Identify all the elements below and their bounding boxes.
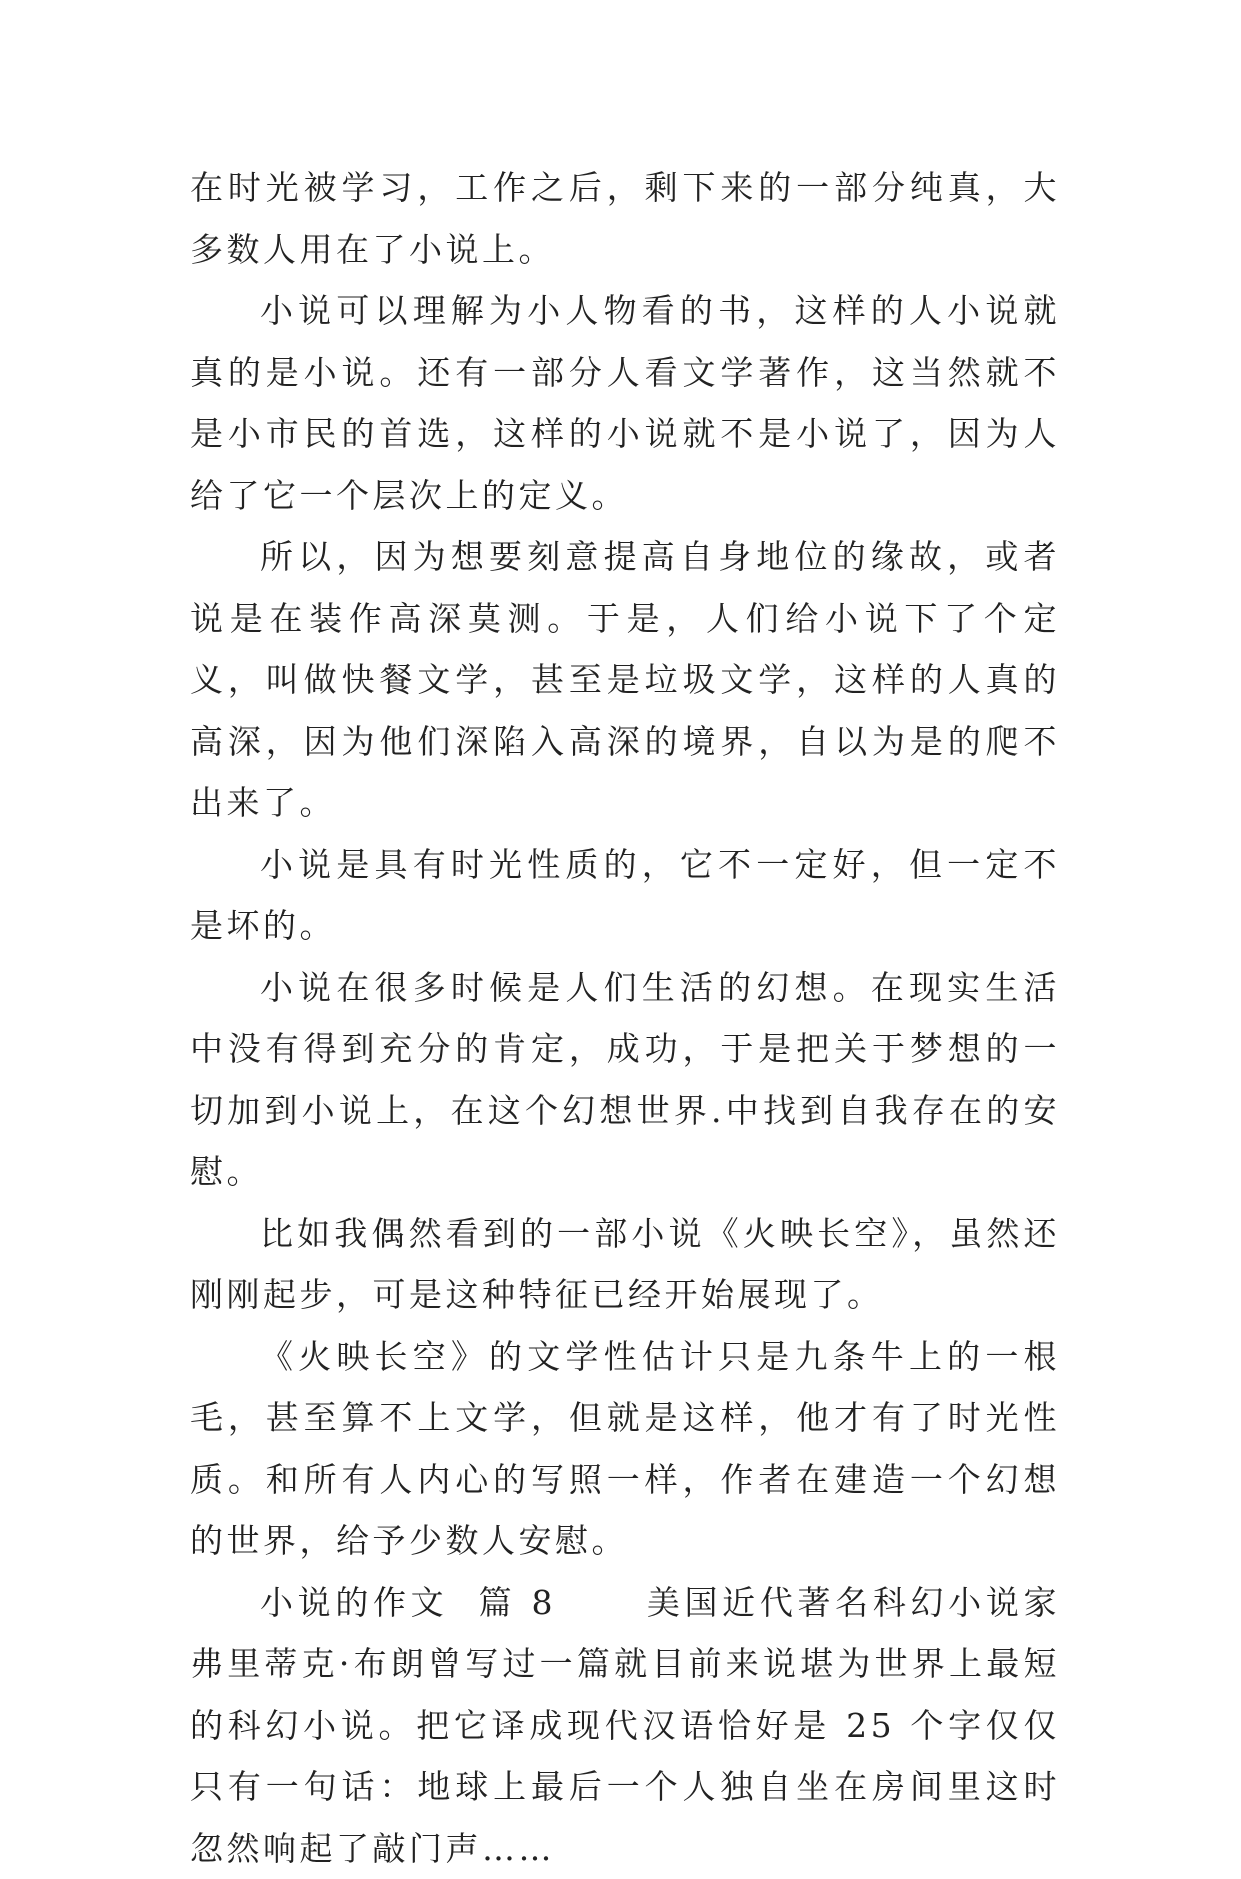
paragraph-1: 在时光被学习，工作之后，剩下来的一部分纯真，大多数人用在了小说上。 [190,157,1060,280]
paragraph-3: 所以，因为想要刻意提高自身地位的缘故，或者说是在装作高深莫测。于是，人们给小说下了个定义，叫做快餐文学，甚至是垃圾文学，这样的人真的高深，因为他们深陷入高深的境界，自以为是的爬不出来了。 [190,526,1060,834]
paragraph-4: 小说是具有时光性质的，它不一定好，但一定不是坏的。 [190,834,1060,957]
paragraph-6: 比如我偶然看到的一部小说《火映长空》，虽然还刚刚起步，可是这种特征已经开始展现了。 [190,1203,1060,1326]
paragraph-2: 小说可以理解为小人物看的书，这样的人小说就真的是小说。还有一部分人看文学著作，这当然就不是小市民的首选，这样的小说就不是小说了，因为人给了它一个层次上的定义。 [190,280,1060,526]
document-body [190,157,1060,1879]
paragraph-8: 小说的作文 篇 8 美国近代著名科幻小说家弗里蒂克·布朗曾写过一篇就目前来说堪为世界上最短的科幻小说。把它译成现代汉语恰好是 25 个字仅仅只有一句话：地球上最后一个人独自坐在房间里这时忽然响起了敲门声…… [190,1572,1060,1879]
paragraph-5: 小说在很多时候是人们生活的幻想。在现实生活中没有得到充分的肯定，成功，于是把关于梦想的一切加到小说上，在这个幻想世界.中找到自我存在的安慰。 [190,957,1060,1203]
paragraph-7: 《火映长空》的文学性估计只是九条牛上的一根毛，甚至算不上文学，但就是这样，他才有了时光性质。和所有人内心的写照一样，作者在建造一个幻想的世界，给予少数人安慰。 [190,1326,1060,1572]
